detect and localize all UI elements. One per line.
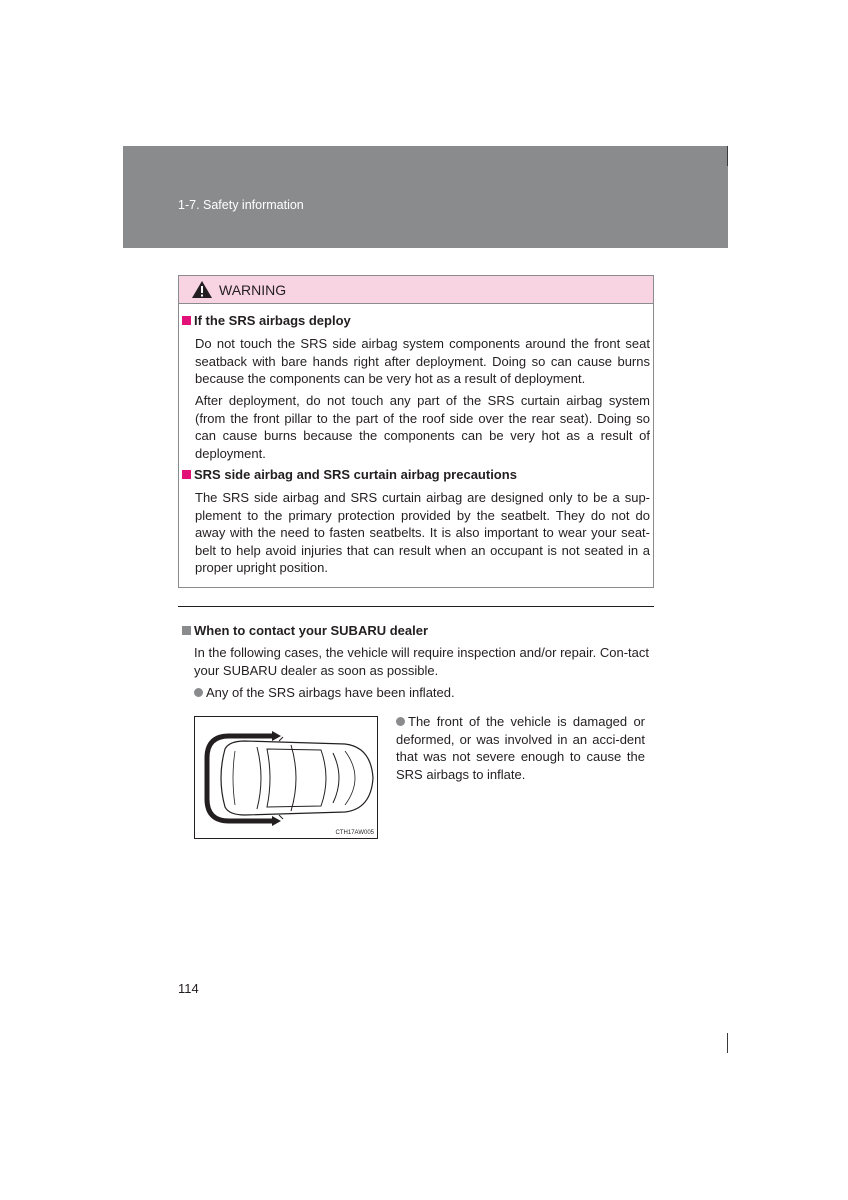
round-bullet-icon (396, 717, 405, 726)
warning-header (179, 276, 653, 304)
round-bullet-icon (194, 688, 203, 697)
warning-heading-deploy: If the SRS airbags deploy (182, 313, 351, 328)
warning-title: WARNING (219, 281, 287, 298)
contact-intro: In the following cases, the vehicle will require inspection and/or repair. Con-tact your SUBARU dealer as soon as possible. (194, 645, 649, 678)
square-bullet-icon (182, 316, 191, 325)
square-bullet-icon (182, 470, 191, 479)
page-edge-mark (727, 1033, 728, 1053)
warning-heading-precautions: SRS side airbag and SRS curtain airbag precautions (182, 467, 517, 482)
section-title: 1-7. Safety information (178, 198, 304, 212)
contact-bullet: The front of the vehicle is damaged or deformed, or was involved in an acci-dent that was not severe enough to cause the SRS airbags to inflate. (396, 714, 645, 782)
warning-box (178, 275, 654, 588)
square-bullet-icon (182, 626, 191, 635)
warning-paragraph: The SRS side airbag and SRS curtain airbag are designed only to be a sup-plement to the primary protection provided by the seatbelt. They do not do away with the need to fasten seatbelts. It is also important to wear your seat-belt to help avoid injuries that can result when an occupant is not seated in a proper upright position. (195, 490, 650, 575)
car-top-view-icon (195, 717, 379, 840)
header-band (123, 146, 728, 248)
contact-bullet: Any of the SRS airbags have been inflated. (194, 684, 649, 702)
warning-triangle-icon (191, 280, 213, 299)
header-edge-mark (727, 146, 728, 166)
contact-heading: When to contact your SUBARU dealer (182, 623, 428, 638)
vehicle-front-damage-illustration (194, 716, 378, 839)
warning-paragraph: Do not touch the SRS side airbag system components around the front seat seatback with bare hands right after deployment. Doing so can cause burns because the components can be very hot as a result of deployment. (195, 336, 650, 386)
warning-paragraph: After deployment, do not touch any part of the SRS curtain airbag system (from the front pillar to the part of the roof side over the rear seat). Doing so can cause burns because the components can be very hot as a result of deployment. (195, 393, 650, 461)
page-number: 114 (178, 981, 199, 996)
figure-code: CTH17AW005 (335, 830, 374, 836)
section-divider (178, 606, 654, 607)
